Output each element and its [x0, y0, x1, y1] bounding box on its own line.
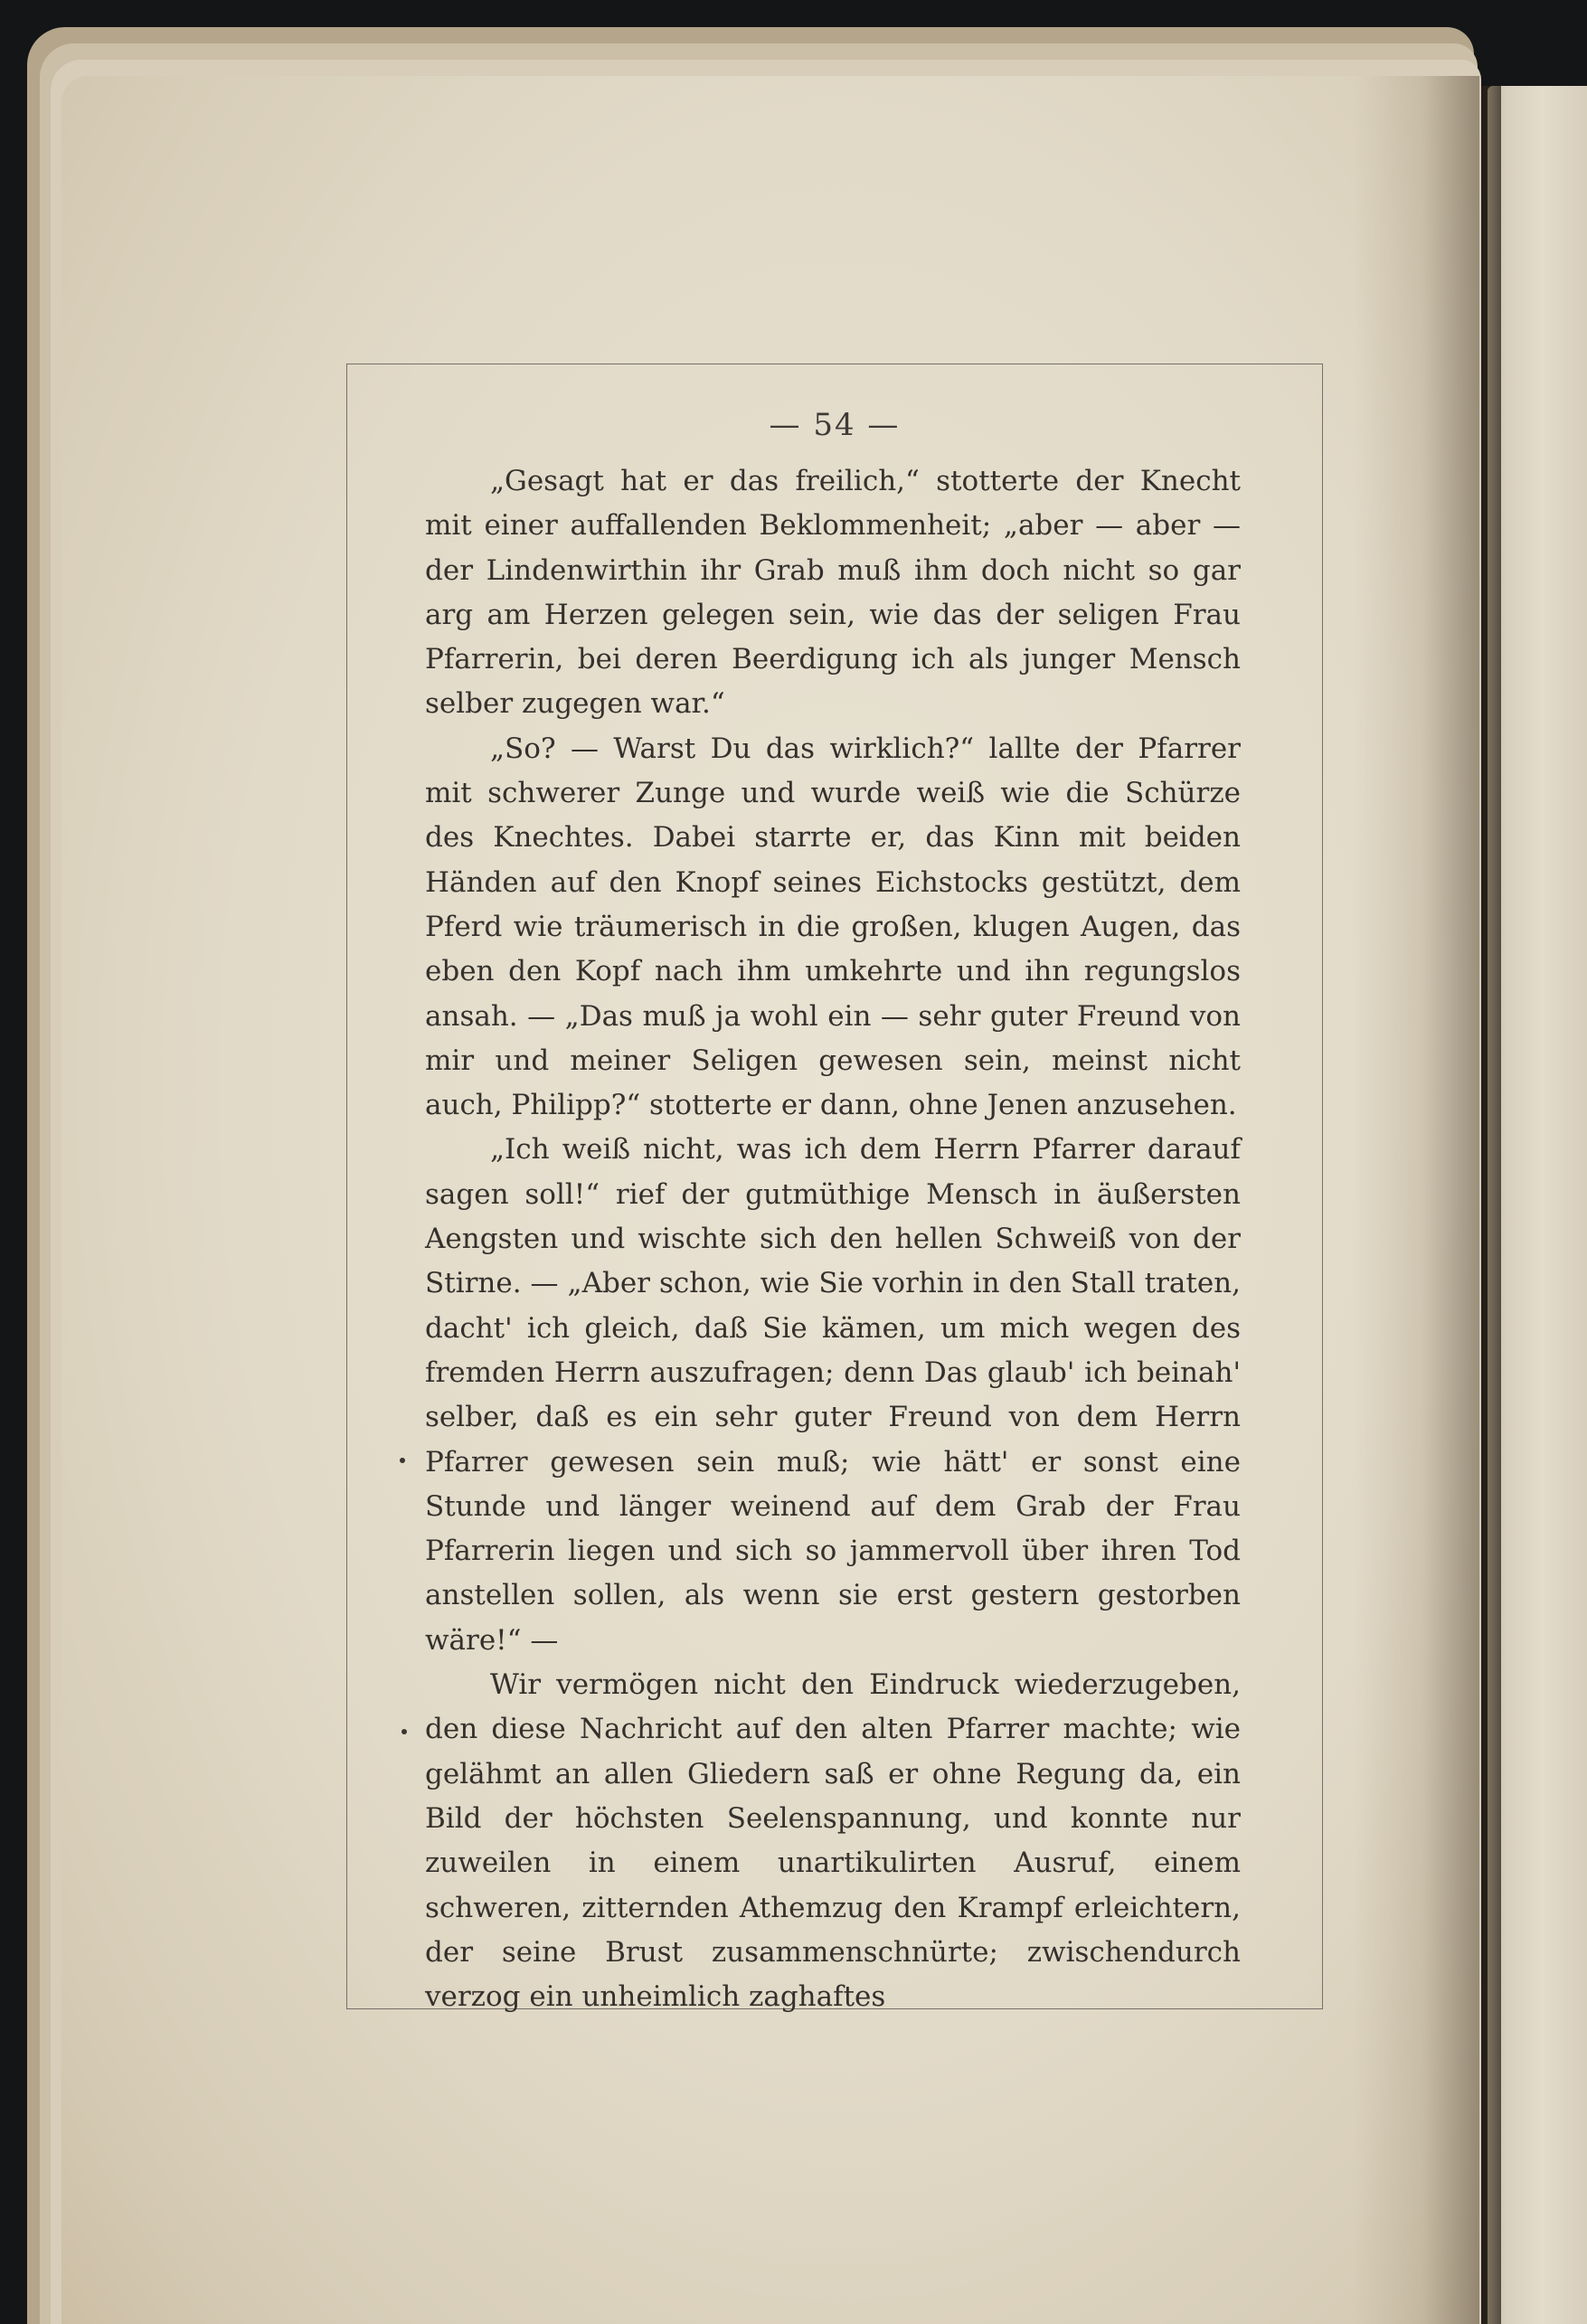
paper-speck [400, 1458, 405, 1463]
paragraph: „Ich weiß nicht, was ich dem Herrn Pfarrer darauf sagen soll!“ rief der gutmüthige Mensch in äußersten Aengsten und wischte sich den hellen Schweiß von der Stirne. — „Aber schon, wie Sie vorhin in den Stall traten, dacht' ich gleich, daß Sie kämen, um mich wegen des fremden Herrn auszufragen; denn Das glaub' ich beinah' selber, daß es ein sehr guter Freund von dem Herrn Pfarrer gewesen sein muß; wie hätt' er sonst eine Stunde und länger weinend auf dem Grab der Frau Pfarrerin liegen und sich so jammervoll über ihren Tod anstellen sollen, als wenn sie erst gestern gestorben wäre!“ — [425, 1133, 1241, 1657]
facing-page-edge [1488, 86, 1587, 2324]
page-number: — 54 — [769, 407, 901, 443]
paragraph: „So? — Warst Du das wirklich?“ lallte der Pfarrer mit schwerer Zunge und wurde weiß wie die Schürze des Knechtes. Dabei starrte er, das Kinn mit beiden Händen auf den Knopf seines Eichstocks gestützt, dem Pferd wie träumerisch in die großen, klugen Augen, das eben den Kopf nach ihm umkehrte und ihn regungslos ansah. — „Das muß ja wohl ein — sehr guter Freund von mir und meiner Seligen gewesen sein, meinst nicht auch, Philipp?“ stotterte er dann, ohne Jenen anzusehen. [425, 732, 1241, 1122]
paragraph: Wir vermögen nicht den Eindruck wiederzugeben, den diese Nachricht auf den alten Pfarrer machte; wie gelähmt an allen Gliedern saß er ohne Regung da, ein Bild der höchsten Seelenspannung, und konnte nur zuweilen in einem unartikulirten Ausruf, einem schweren, zitternden Athemzug den Krampf erleichtern, der seine Brust zusammenschnürte; zwischendurch verzog ein unheimlich zaghaftes [425, 1668, 1241, 2014]
paragraph: „Gesagt hat er das freilich,“ stotterte der Knecht mit einer auffallenden Beklommenheit; „aber — aber — der Lindenwirthin ihr Grab muß ihm doch nicht so gar arg am Herzen gelegen sein, wie das der seligen Frau Pfarrerin, bei deren Beerdigung ich als junger Mensch selber zugegen war.“ [425, 465, 1241, 721]
page-gutter-shading [1353, 76, 1479, 2324]
body-text [425, 459, 1241, 2019]
paper-speck [401, 1729, 407, 1734]
